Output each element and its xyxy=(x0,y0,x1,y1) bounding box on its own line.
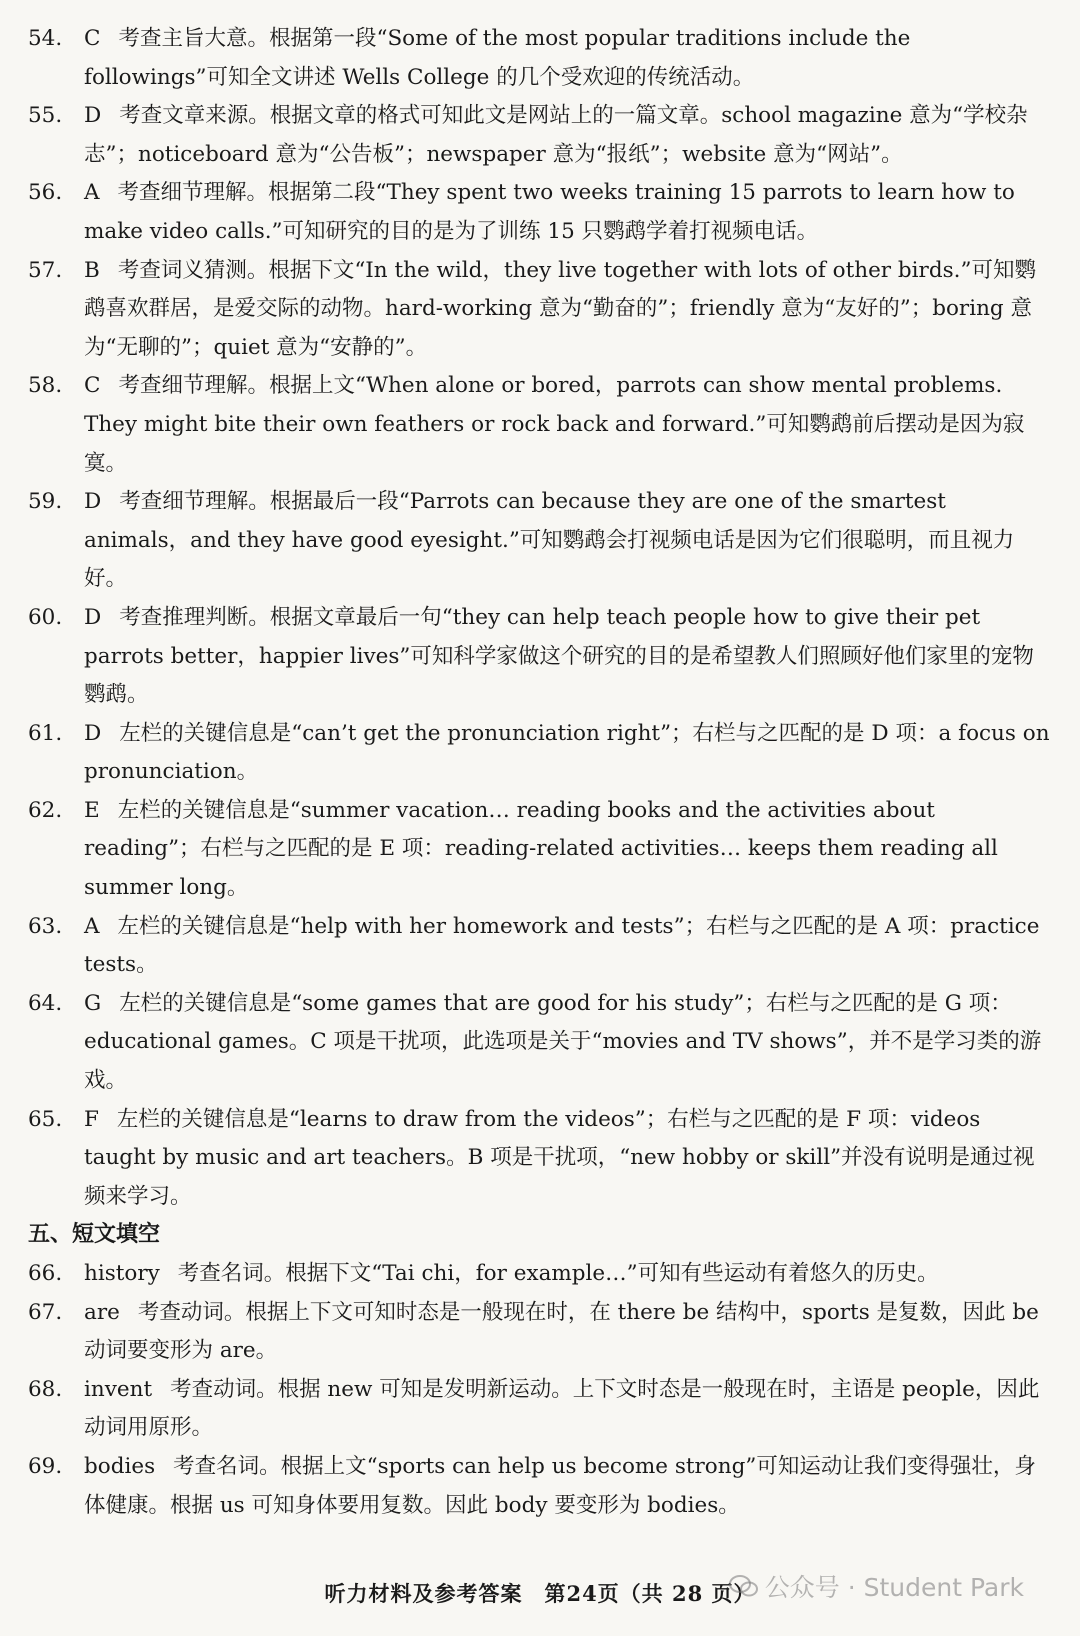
answer-item xyxy=(28,1101,1052,1217)
question-number: 62. xyxy=(28,797,63,823)
question-number: 59. xyxy=(28,489,63,515)
answer-body xyxy=(84,908,1052,985)
explanation-text: 考查文章来源。根据文章的格式可知此文是网站上的一篇文章。school magazine 意为“学校杂志”；noticeboard 意为“公告板”；newspaper 意为“报纸”；website 意为“网站”。 xyxy=(84,103,1028,167)
question-number: 56. xyxy=(28,180,63,206)
page-footer: 听力材料及参考答案 第24页（共 28 页） xyxy=(324,1581,756,1606)
answer-key: B xyxy=(84,257,100,283)
answer-item xyxy=(28,97,1052,174)
answer-body xyxy=(84,367,1052,483)
answer-key: bodies xyxy=(84,1453,156,1479)
answer-body xyxy=(84,20,1052,97)
answer-item xyxy=(28,599,1052,715)
answer-body xyxy=(84,174,1052,251)
question-number: 61. xyxy=(28,720,63,746)
answer-key: invent xyxy=(84,1376,153,1402)
answer-key: D xyxy=(84,489,102,515)
answer-key: D xyxy=(84,103,102,129)
question-number: 65. xyxy=(28,1106,63,1132)
answer-item xyxy=(28,1294,1052,1371)
explanation-text: 考查词义猜测。根据下文“In the wild，they live together with lots of other birds.”可知鹦鹉喜欢群居，是爱交际的动物。hard-working 意为“勤奋的”；friendly 意为“友好的”；boring 意为“无聊的”；quiet 意为“安静的”。 xyxy=(84,257,1036,360)
answer-key: D xyxy=(84,720,102,746)
question-number: 58. xyxy=(28,373,63,399)
explanation-text: 左栏的关键信息是“learns to draw from the videos”；右栏与之匹配的是 F 项：videos taught by music and art teachers。B 项是干扰项，“new hobby or skill”并没有说明是通过视频来学习。 xyxy=(84,1106,1035,1209)
answer-list xyxy=(28,20,1052,1525)
answer-key: D xyxy=(84,604,102,630)
explanation-text: 考查名词。根据下文“Tai chi，for example…”可知有些运动有着悠久的历史。 xyxy=(177,1261,939,1286)
explanation-text: 考查细节理解。根据最后一段“Parrots can because they are one of the smartest animals，and they have good eyesight.”可知鹦鹉会打视频电话是因为它们很聪明，而且视力好。 xyxy=(84,489,1015,592)
answer-item xyxy=(28,1371,1052,1448)
answer-body xyxy=(84,1448,1052,1525)
question-number: 54. xyxy=(28,26,63,51)
explanation-text: 左栏的关键信息是“can’t get the pronunciation right”；右栏与之匹配的是 D 项：a focus on pronunciation。 xyxy=(84,720,1050,785)
watermark xyxy=(729,1568,1024,1604)
answer-body xyxy=(84,1255,1052,1294)
explanation-text: 左栏的关键信息是“some games that are good for his study”；右栏与之匹配的是 G 项：educational games。C 项是干扰项，此选项是关于“movies and TV shows”，并不是学习类的游戏。 xyxy=(84,990,1042,1094)
answer-item xyxy=(28,20,1052,97)
explanation-text: 考查动词。根据上下文可知时态是一般现在时，在 there be 结构中，sports 是复数，因此 be 动词要变形为 are。 xyxy=(84,1299,1039,1364)
answer-key: E xyxy=(84,797,100,823)
answer-key: C xyxy=(84,26,101,51)
answer-body xyxy=(84,1371,1052,1448)
question-number: 55. xyxy=(28,103,63,129)
answer-body xyxy=(84,792,1052,908)
explanation-text: 考查细节理解。根据上文“When alone or bored，parrots can show mental problems. They might bite their own feathers or rock back and forward.”可知鹦鹉前后摆动是因为寂寞。 xyxy=(84,373,1025,476)
question-number: 69. xyxy=(28,1453,63,1479)
answer-item xyxy=(28,252,1052,368)
section-title: 五、短文填空 xyxy=(28,1222,161,1248)
question-number: 63. xyxy=(28,913,63,939)
answer-item xyxy=(28,1255,1052,1294)
wechat-icon xyxy=(729,1574,759,1598)
watermark-text: 公众号 · Student Park xyxy=(764,1573,1024,1602)
explanation-text: 考查主旨大意。根据第一段“Some of the most popular traditions include the followings”可知全文讲述 Wells College 的几个受欢迎的传统活动。 xyxy=(84,26,911,90)
question-number: 60. xyxy=(28,604,63,630)
explanation-text: 考查推理判断。根据文章最后一句“they can help teach people how to give their pet parrots better，happier lives”可知科学家做这个研究的目的是希望教人们照顾好他们家里的宠物鹦鹉。 xyxy=(84,604,1034,708)
answer-item xyxy=(28,715,1052,792)
answer-item xyxy=(28,792,1052,908)
answer-item xyxy=(28,367,1052,483)
answer-key: F xyxy=(84,1106,99,1132)
explanation-text: 考查名词。根据上文“sports can help us become strong”可知运动让我们变得强壮，身体健康。根据 us 可知身体要用复数。因此 body 要变形为 bodies。 xyxy=(84,1453,1036,1518)
answer-body xyxy=(84,1294,1052,1371)
answer-key: are xyxy=(84,1299,120,1325)
answer-key: history xyxy=(84,1261,160,1286)
question-number: 57. xyxy=(28,257,63,283)
question-number: 67. xyxy=(28,1299,63,1325)
answer-key: A xyxy=(84,180,100,206)
answer-key: C xyxy=(84,373,101,399)
answer-item xyxy=(28,174,1052,251)
answer-key: A xyxy=(84,913,100,939)
answer-body xyxy=(84,97,1052,174)
explanation-text: 考查细节理解。根据第二段“They spent two weeks training 15 parrots to learn how to make video calls.”可知研究的目的是为了训练 15 只鹦鹉学着打视频电话。 xyxy=(84,180,1015,244)
answer-body xyxy=(84,715,1052,792)
answer-key: G xyxy=(84,990,102,1016)
answer-item xyxy=(28,985,1052,1101)
answer-body xyxy=(84,483,1052,599)
explanation-text: 考查动词。根据 new 可知是发明新运动。上下文时态是一般现在时，主语是 people，因此动词用原形。 xyxy=(84,1376,1040,1441)
answer-body xyxy=(84,599,1052,715)
explanation-text: 左栏的关键信息是“summer vacation… reading books and the activities about reading”；右栏与之匹配的是 E 项：reading-related activities… keeps them reading all summer long。 xyxy=(84,797,998,901)
answer-body xyxy=(84,252,1052,368)
question-number: 64. xyxy=(28,990,63,1016)
answer-body xyxy=(84,985,1052,1101)
question-number: 68. xyxy=(28,1376,63,1402)
answer-item xyxy=(28,908,1052,985)
explanation-text: 左栏的关键信息是“help with her homework and tests”；右栏与之匹配的是 A 项：practice tests。 xyxy=(84,913,1040,978)
answer-body xyxy=(84,1101,1052,1217)
answer-item xyxy=(28,483,1052,599)
question-number: 66. xyxy=(28,1261,63,1286)
answer-item xyxy=(28,1448,1052,1525)
